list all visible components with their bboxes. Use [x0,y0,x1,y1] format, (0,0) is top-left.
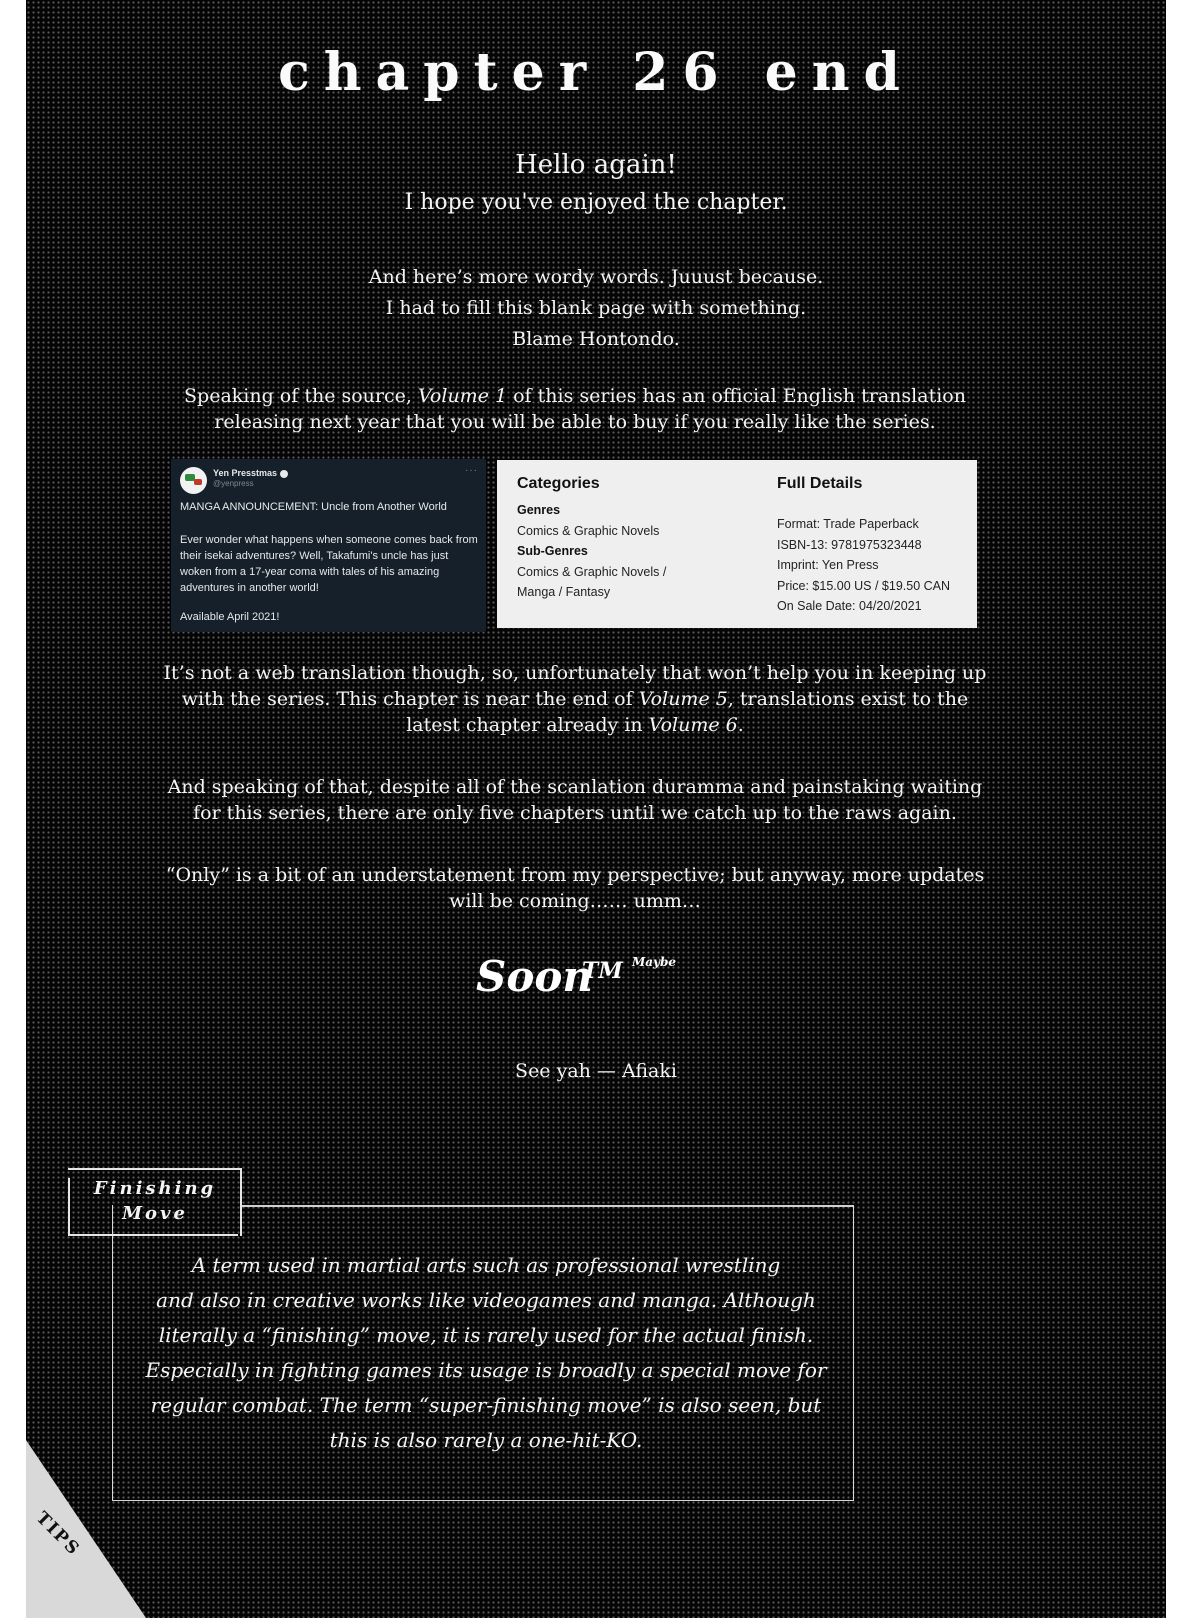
greeting: Hello again! [515,150,677,180]
tip-line: Especially in fighting games its usage is broadly a special move for [145,1358,827,1382]
tweet-body: Ever wonder what happens when someone comes back from their isekai adventures? Well, Takafumi's uncle has just woken from a 17-year coma with tales of his amazing adventures in another world! [180,534,478,594]
avatar [180,467,207,494]
detail-isbn: ISBN-13: 9781975323448 [777,537,922,552]
filler-line: And here’s more wordy words. Juuust because. [368,266,824,288]
tip-frame-divider [241,1205,853,1207]
trademark-text: TM [582,958,623,984]
full-details-list [777,514,950,617]
tip-line: this is also rarely a one-hit-KO. [329,1428,643,1452]
paragraph-text: , translations exist to the latest chapter already in [406,688,969,736]
subgenres-value: Manga / Fantasy [517,585,611,599]
updates-paragraph: “Only” is a bit of an understatement from my perspective; but anyway, more updates will be coming…… umm… [165,864,985,912]
detail-imprint: Imprint: Yen Press [777,558,879,572]
scanlation-paragraph: And speaking of that, despite all of the scanlation duramma and painstaking waiting for this series, there are only five chapters until we catch up to the raws again. [167,776,983,824]
source-paragraph [160,383,990,435]
tip-title-border [68,1234,238,1236]
genres-value: Comics & Graphic Novels [517,523,660,538]
subgenres-value: Comics & Graphic Novels / [517,564,667,579]
paragraph-text: It’s not a web translation though, so, unfortunately that won’t help you in keeping up with the series. This chapter is near the end of [163,662,987,710]
tweet-author [213,468,288,478]
source-text: of this series has an official English translation releasing next year that you will be able to buy if you really like the series. [214,385,966,433]
tips-corner-label: TIPS [31,1508,84,1561]
tip-line: and also in creative works like videogames and manga. Although [156,1288,816,1312]
soon-text: Soon [476,952,593,1001]
tip-line: regular combat. The term “super-finishing move” is also seen, but [150,1393,822,1417]
volume-reference: Volume 5 [638,688,728,710]
categories-list [517,500,666,603]
detail-price: Price: $15.00 US / $19.50 CAN [777,578,951,593]
detail-sale-date: On Sale Date: 04/20/2021 [777,599,922,613]
genres-label: Genres [517,503,561,517]
greeting-subtitle: I hope you've enjoyed the chapter. [404,190,788,215]
tip-line: literally a “finishing” move, it is rarely used for the actual finish. [158,1323,814,1347]
tip-title [70,1176,240,1226]
web-translation-paragraph [160,660,990,738]
verified-icon [280,470,288,478]
filler-line: Blame Hontondo. [512,328,680,350]
author-name: Yen Presstmas [213,468,278,478]
chapter-title: chapter 26 end [278,42,914,103]
tip-title-line: Move [122,1203,188,1224]
tweet-availability: Available April 2021! [180,611,280,623]
volume-reference: Volume 6 [648,714,738,736]
full-details-heading: Full Details [777,475,863,492]
more-options-icon: ··· [465,465,478,476]
book-details-card [497,460,977,628]
categories-heading: Categories [517,475,600,492]
tip-line: A term used in martial arts such as professional wrestling [191,1253,781,1277]
tweet-headline: MANGA ANNOUNCEMENT: Uncle from Another World [180,501,447,513]
filler-text [26,262,1166,355]
source-text: Speaking of the source, [184,385,418,407]
paragraph-text: . [737,714,744,736]
maybe-text: Maybe [632,955,677,969]
tweet-screenshot [171,459,486,632]
detail-format: Format: Trade Paperback [777,517,919,531]
signoff: See yah — Afiaki [515,1060,677,1082]
subgenres-label: Sub-Genres [517,544,588,558]
volume-reference: Volume 1 [417,385,508,407]
filler-line: I had to fill this blank page with something. [385,297,807,319]
tweet-handle: @yenpress [213,479,254,488]
tip-body [136,1248,836,1458]
manga-page [26,0,1166,1618]
tip-title-line: Finishing [93,1178,217,1199]
